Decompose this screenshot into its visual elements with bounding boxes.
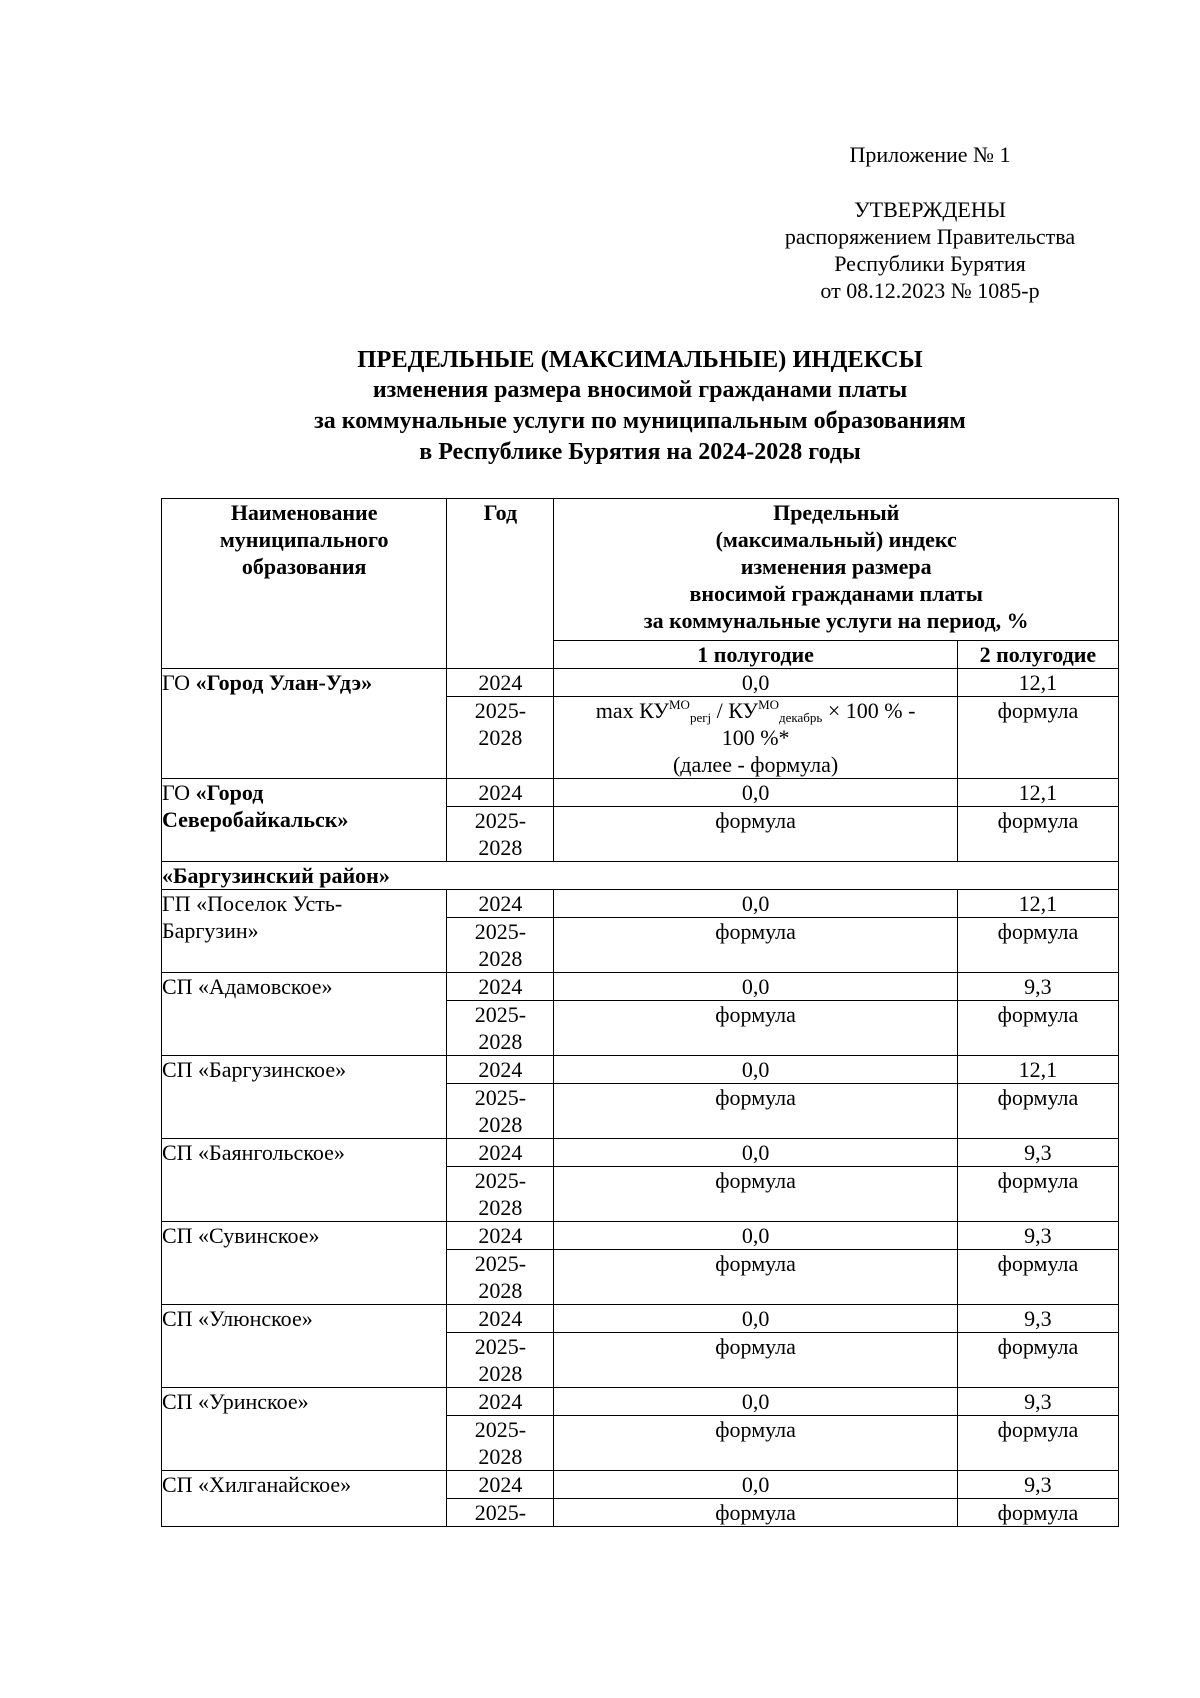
- row-year-line-1: 2025-: [474, 1002, 527, 1027]
- row-half-1: 0,0: [554, 1056, 957, 1084]
- approved-by: распоряжением Правительства: [784, 224, 1076, 249]
- row-half-1: 0,0: [554, 1139, 957, 1167]
- header-name: [162, 499, 447, 669]
- row-year-line-2: 2028: [478, 1029, 523, 1054]
- row-half-1: 0,0: [554, 973, 957, 1001]
- table-row: [162, 1388, 1119, 1416]
- row-year: 2024: [447, 1471, 554, 1499]
- appendix-label: Приложение № 1: [849, 142, 1011, 167]
- row-name: СП «Адамовское»: [162, 973, 447, 1056]
- approval-block: [740, 141, 1120, 304]
- row-name: [162, 669, 447, 779]
- row-name: СП «Хилганайское»: [162, 1471, 447, 1527]
- row-year-line-2: 2028: [478, 1361, 523, 1386]
- row-year-line-1: 2025-: [474, 1168, 527, 1193]
- formula-line-1: [554, 697, 956, 724]
- table-row: [162, 1222, 1119, 1250]
- row-name-bold: Северобайкальск»: [162, 807, 349, 832]
- formula-sub-1: pегj: [689, 710, 712, 725]
- formula-sup-1: МО: [668, 697, 690, 712]
- indices-table: [161, 498, 1119, 1527]
- row-year-line-1: 2025-: [474, 698, 527, 723]
- row-half-2: 12,1: [957, 779, 1118, 807]
- row-half-2: формула: [957, 1250, 1118, 1305]
- row-name: СП «Улюнское»: [162, 1305, 447, 1388]
- row-year-line-2: 2028: [478, 835, 523, 860]
- formula-sup-2: МО: [758, 697, 780, 712]
- row-half-2: формула: [957, 1333, 1118, 1388]
- formula-mid: / КУ: [711, 698, 759, 723]
- row-half-1: 0,0: [554, 890, 957, 918]
- row-year: [447, 1333, 554, 1388]
- row-year: [447, 807, 554, 862]
- row-year: 2024: [447, 1056, 554, 1084]
- row-year-line-2: 2028: [478, 946, 523, 971]
- formula-line-3: (далее - формула): [672, 752, 839, 777]
- header-row: [162, 499, 1119, 641]
- row-year: 2024: [447, 1222, 554, 1250]
- row-name: СП «Баянгольское»: [162, 1139, 447, 1222]
- row-year: 2024: [447, 973, 554, 1001]
- row-name: [162, 779, 447, 862]
- row-half-1: формула: [554, 1333, 957, 1388]
- approved-republic: Республики Бурятия: [834, 251, 1026, 276]
- row-name-prefix: ГО: [162, 670, 196, 695]
- row-name-bold: «Город Улан-Удэ»: [195, 670, 373, 695]
- row-half-1: 0,0: [554, 1222, 957, 1250]
- row-half-2: 9,3: [957, 1471, 1118, 1499]
- row-year: [447, 1416, 554, 1471]
- row-year: 2024: [447, 1139, 554, 1167]
- row-half-1: 0,0: [554, 1388, 957, 1416]
- row-half-2: формула: [957, 697, 1118, 779]
- row-year: [447, 697, 554, 779]
- table-row: [162, 1056, 1119, 1084]
- table-row: [162, 779, 1119, 807]
- row-half-1: формула: [554, 1499, 957, 1527]
- row-year: [447, 1250, 554, 1305]
- row-name-line-1: ГП «Поселок Усть-: [162, 891, 343, 916]
- title-line-4: в Республике Бурятия на 2024-2028 годы: [419, 439, 861, 465]
- row-half-1: формула: [554, 918, 957, 973]
- row-half-1: формула: [554, 807, 957, 862]
- row-half-1: 0,0: [554, 669, 957, 697]
- row-year: [447, 1001, 554, 1056]
- table-row: [162, 890, 1119, 918]
- header-year: Год: [447, 499, 554, 669]
- row-half-1: 0,0: [554, 1305, 957, 1333]
- row-year-line-2: 2028: [478, 725, 523, 750]
- row-name-bold: «Город: [195, 780, 264, 805]
- row-half-2: 9,3: [957, 973, 1118, 1001]
- header-name-line-1: Наименование: [230, 500, 378, 525]
- header-index: [554, 499, 1119, 641]
- row-name-prefix: ГО: [162, 780, 196, 805]
- row-half-1: формула: [554, 1416, 957, 1471]
- row-year-line-1: 2025-: [474, 1417, 527, 1442]
- table-row: [162, 1471, 1119, 1499]
- row-name-line-1: [162, 779, 446, 806]
- row-year-line-2: 2028: [478, 1195, 523, 1220]
- table-row: [162, 973, 1119, 1001]
- row-half-2: 12,1: [957, 1056, 1118, 1084]
- row-half-2: 9,3: [957, 1139, 1118, 1167]
- row-name: СП «Сувинское»: [162, 1222, 447, 1305]
- row-half-2: формула: [957, 1084, 1118, 1139]
- row-year-line-1: 2025-: [474, 919, 527, 944]
- row-year-line-1: 2025-: [474, 808, 527, 833]
- row-half-2: 9,3: [957, 1388, 1118, 1416]
- formula-cell: [554, 697, 957, 779]
- row-half-1: формула: [554, 1250, 957, 1305]
- row-year: 2024: [447, 1388, 554, 1416]
- approved-label: УТВЕРЖДЕНЫ: [854, 197, 1006, 222]
- formula-prefix: max КУ: [595, 698, 669, 723]
- formula-line-2: 100 %*: [721, 725, 790, 750]
- row-half-1: 0,0: [554, 779, 957, 807]
- approved-date-number: от 08.12.2023 № 1085-р: [820, 278, 1040, 303]
- group-name: «Баргузинский район»: [162, 862, 1119, 890]
- title-line-1: ПРЕДЕЛЬНЫЕ (МАКСИМАЛЬНЫЕ) ИНДЕКСЫ: [357, 346, 923, 373]
- row-name-line-2: [162, 806, 446, 833]
- title-line-3: за коммунальные услуги по муниципальным образованиям: [314, 408, 966, 434]
- row-half-2: 9,3: [957, 1222, 1118, 1250]
- row-year-line-1: 2025-: [474, 1334, 527, 1359]
- row-year: [447, 1167, 554, 1222]
- row-year: 2024: [447, 669, 554, 697]
- row-half-1: формула: [554, 1084, 957, 1139]
- table-row: [162, 1305, 1119, 1333]
- table-row: [162, 669, 1119, 697]
- header-index-line-1: Предельный: [773, 500, 900, 525]
- row-half-2: формула: [957, 1499, 1118, 1527]
- header-index-line-2: (максимальный) индекс: [715, 527, 957, 552]
- row-half-2: формула: [957, 807, 1118, 862]
- table-row: [162, 1139, 1119, 1167]
- header-half-1: 1 полугодие: [554, 641, 957, 669]
- header-name-line-3: образования: [241, 554, 367, 579]
- row-half-2: 12,1: [957, 669, 1118, 697]
- row-year: 2024: [447, 779, 554, 807]
- document-title: [160, 344, 1120, 468]
- row-year: 2025-: [447, 1499, 554, 1527]
- header-index-line-5: за коммунальные услуги на период, %: [643, 608, 1029, 633]
- row-year-line-1: 2025-: [474, 1251, 527, 1276]
- header-half-2: 2 полугодие: [957, 641, 1118, 669]
- row-half-2: формула: [957, 1416, 1118, 1471]
- header-index-line-4: вносимой гражданами платы: [689, 581, 983, 606]
- row-year-line-1: 2025-: [474, 1085, 527, 1110]
- row-half-2: формула: [957, 918, 1118, 973]
- formula-suffix: × 100 % -: [822, 698, 916, 723]
- row-half-2: 12,1: [957, 890, 1118, 918]
- row-year: [447, 918, 554, 973]
- row-half-1: формула: [554, 1167, 957, 1222]
- row-half-1: формула: [554, 1001, 957, 1056]
- row-name-line-2: Баргузин»: [162, 918, 259, 943]
- row-half-2: формула: [957, 1001, 1118, 1056]
- formula-sub-2: декабрь: [779, 710, 823, 725]
- row-year: 2024: [447, 890, 554, 918]
- row-year: [447, 1084, 554, 1139]
- row-half-2: 9,3: [957, 1305, 1118, 1333]
- row-name: СП «Уринское»: [162, 1388, 447, 1471]
- row-name: СП «Баргузинское»: [162, 1056, 447, 1139]
- row-year-line-2: 2028: [478, 1444, 523, 1469]
- row-year: 2024: [447, 1305, 554, 1333]
- title-line-2: изменения размера вносимой гражданами платы: [372, 377, 908, 403]
- row-half-1: 0,0: [554, 1471, 957, 1499]
- row-half-2: формула: [957, 1167, 1118, 1222]
- row-year-line-2: 2028: [478, 1112, 523, 1137]
- row-year-line-2: 2028: [478, 1278, 523, 1303]
- header-index-line-3: изменения размера: [740, 554, 932, 579]
- row-name: [162, 890, 447, 973]
- group-row: [162, 862, 1119, 890]
- header-name-line-2: муниципального: [219, 527, 389, 552]
